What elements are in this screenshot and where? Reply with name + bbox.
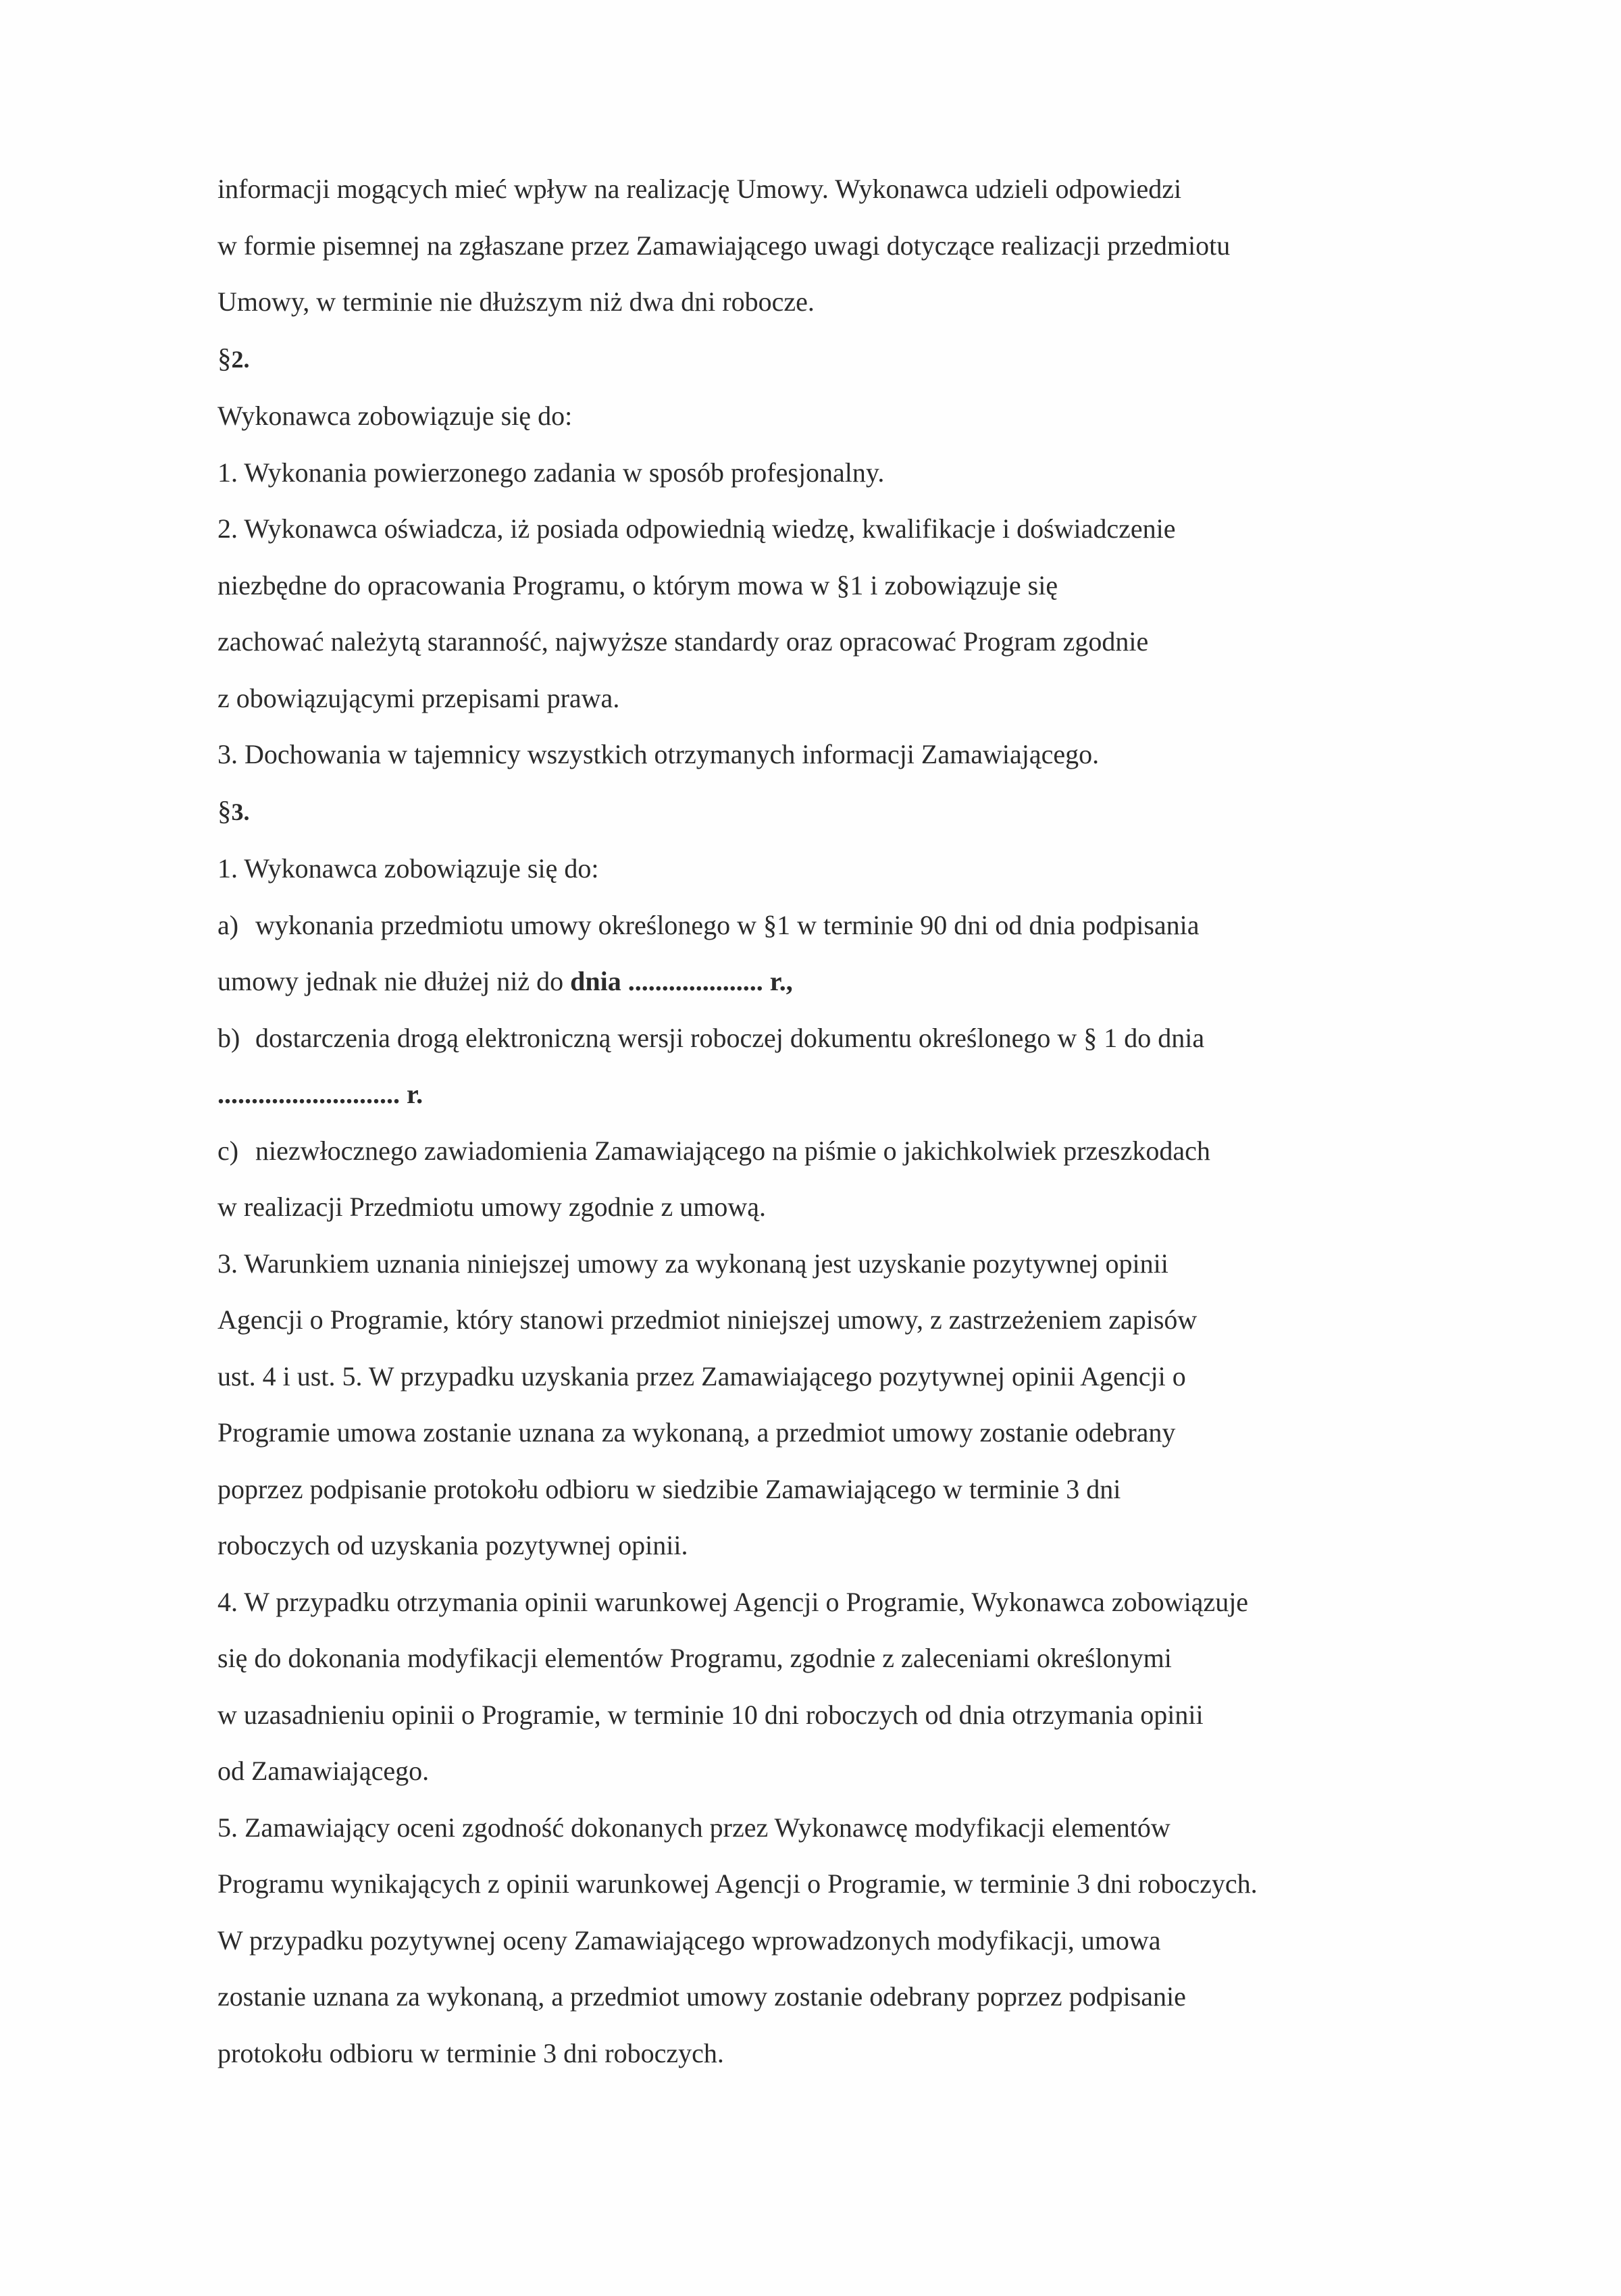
point-a-date-placeholder: dnia .................... r.,: [570, 966, 793, 996]
section-2-item-2-line-2: niezbędne do opracowania Programu, o którym mowa w §1 i zobowiązuje się: [217, 569, 1058, 601]
point-a-label: a): [217, 909, 239, 940]
document-body: [217, 161, 1493, 2081]
section-3-point-b-line-1: [217, 1010, 1493, 1067]
section-2-item-1: 1. Wykonania powierzonego zadania w sposób profesjonalny.: [217, 457, 885, 488]
section-3-item-5-line-4: zostanie uznana za wykonaną, a przedmiot umowy zostanie odebrany poprzez podpisanie: [217, 1981, 1186, 2012]
section-number: 3.: [231, 798, 250, 825]
section-3-point-b-date-placeholder: ........................... r.: [217, 1079, 423, 1109]
point-c-text: niezwłocznego zawiadomienia Zamawiającego na piśmie o jakichkolwiek przeszkodach: [255, 1135, 1210, 1166]
section-2-lead: Wykonawca zobowiązuje się do:: [217, 401, 573, 431]
intro-line-2: w formie pisemnej na zgłaszane przez Zamawiającego uwagi dotyczące realizacji przedmiotu: [217, 230, 1231, 261]
section-3-item-3-line-4: Programie umowa zostanie uznana za wykonaną, a przedmiot umowy zostanie odebrany: [217, 1417, 1176, 1448]
section-2-item-2-line-1: 2. Wykonawca oświadcza, iż posiada odpowiednią wiedzę, kwalifikacje i doświadczenie: [217, 513, 1176, 544]
section-3-item-3-line-1: 3. Warunkiem uznania niniejszej umowy za wykonaną jest uzyskanie pozytywnej opinii: [217, 1248, 1168, 1279]
section-3-item-3-line-3: ust. 4 i ust. 5. W przypadku uzyskania przez Zamawiającego pozytywnej opinii Agencji o: [217, 1360, 1186, 1392]
section-3-item-3-line-5: poprzez podpisanie protokołu odbioru w siedzibie Zamawiającego w terminie 3 dni: [217, 1473, 1121, 1504]
point-b-label: b): [217, 1022, 240, 1053]
section-3-item-4-line-2: się do dokonania modyfikacji elementów Programu, zgodnie z zaleceniami określonymi: [217, 1643, 1172, 1673]
section-3-item-1-lead: 1. Wykonawca zobowiązuje się do:: [217, 853, 599, 884]
section-3-point-c-line-2: w realizacji Przedmiotu umowy zgodnie z umową.: [217, 1192, 766, 1222]
section-2-item-2-line-4: z obowiązującymi przepisami prawa.: [217, 682, 620, 713]
section-3-point-a-line-2: [217, 953, 1493, 1010]
section-number: 2.: [231, 345, 250, 373]
point-b-text: dostarczenia drogą elektroniczną wersji roboczej dokumentu określonego w § 1 do dnia: [255, 1022, 1205, 1053]
section-symbol: §: [217, 342, 232, 374]
section-3-item-3-line-2: Agencji o Programie, który stanowi przedmiot niniejszej umowy, z zastrzeżeniem zapisów: [217, 1304, 1198, 1335]
section-2-item-2-line-3: zachować należytą staranność, najwyższe standardy oraz opracować Program zgodnie: [217, 626, 1149, 657]
section-2-item-3: 3. Dochowania w tajemnicy wszystkich otrzymanych informacji Zamawiającego.: [217, 739, 1100, 769]
section-3-point-a-line-1: [217, 897, 1493, 954]
section-symbol: §: [217, 794, 232, 826]
section-3-item-4-line-1: 4. W przypadku otrzymania opinii warunkowej Agencji o Programie, Wykonawca zobowiązuje: [217, 1586, 1249, 1617]
section-3-heading: [217, 783, 1493, 841]
intro-line-3: Umowy, w terminie nie dłuższym niż dwa dni robocze.: [217, 286, 815, 317]
section-2-heading: [217, 330, 1493, 388]
section-3-item-4-line-3: w uzasadnieniu opinii o Programie, w terminie 10 dni roboczych od dnia otrzymania opinii: [217, 1699, 1204, 1730]
section-3-item-3-line-6: roboczych od uzyskania pozytywnej opinii.: [217, 1530, 688, 1560]
section-3-point-c-line-1: [217, 1123, 1493, 1179]
point-c-label: c): [217, 1135, 239, 1166]
section-3-item-5-line-2: Programu wynikających z opinii warunkowej Agencji o Programie, w terminie 3 dni roboczych.: [217, 1868, 1258, 1899]
section-3-item-5-line-1: 5. Zamawiający oceni zgodność dokonanych przez Wykonawcę modyfikacji elementów: [217, 1812, 1170, 1843]
section-3-item-5-line-5: protokołu odbioru w terminie 3 dni roboczych.: [217, 2037, 724, 2068]
section-3-item-4-line-4: od Zamawiającego.: [217, 1756, 430, 1786]
section-3-item-5-line-3: W przypadku pozytywnej oceny Zamawiającego wprowadzonych modyfikacji, umowa: [217, 1924, 1161, 1956]
point-a-text: wykonania przedmiotu umowy określonego w §1 w terminie 90 dni od dnia podpisania: [255, 909, 1200, 940]
intro-line-1: informacji mogących mieć wpływ na realizację Umowy. Wykonawca udzieli odpowiedzi: [217, 174, 1182, 204]
point-a-text-prefix: umowy jednak nie dłużej niż do: [217, 966, 571, 996]
